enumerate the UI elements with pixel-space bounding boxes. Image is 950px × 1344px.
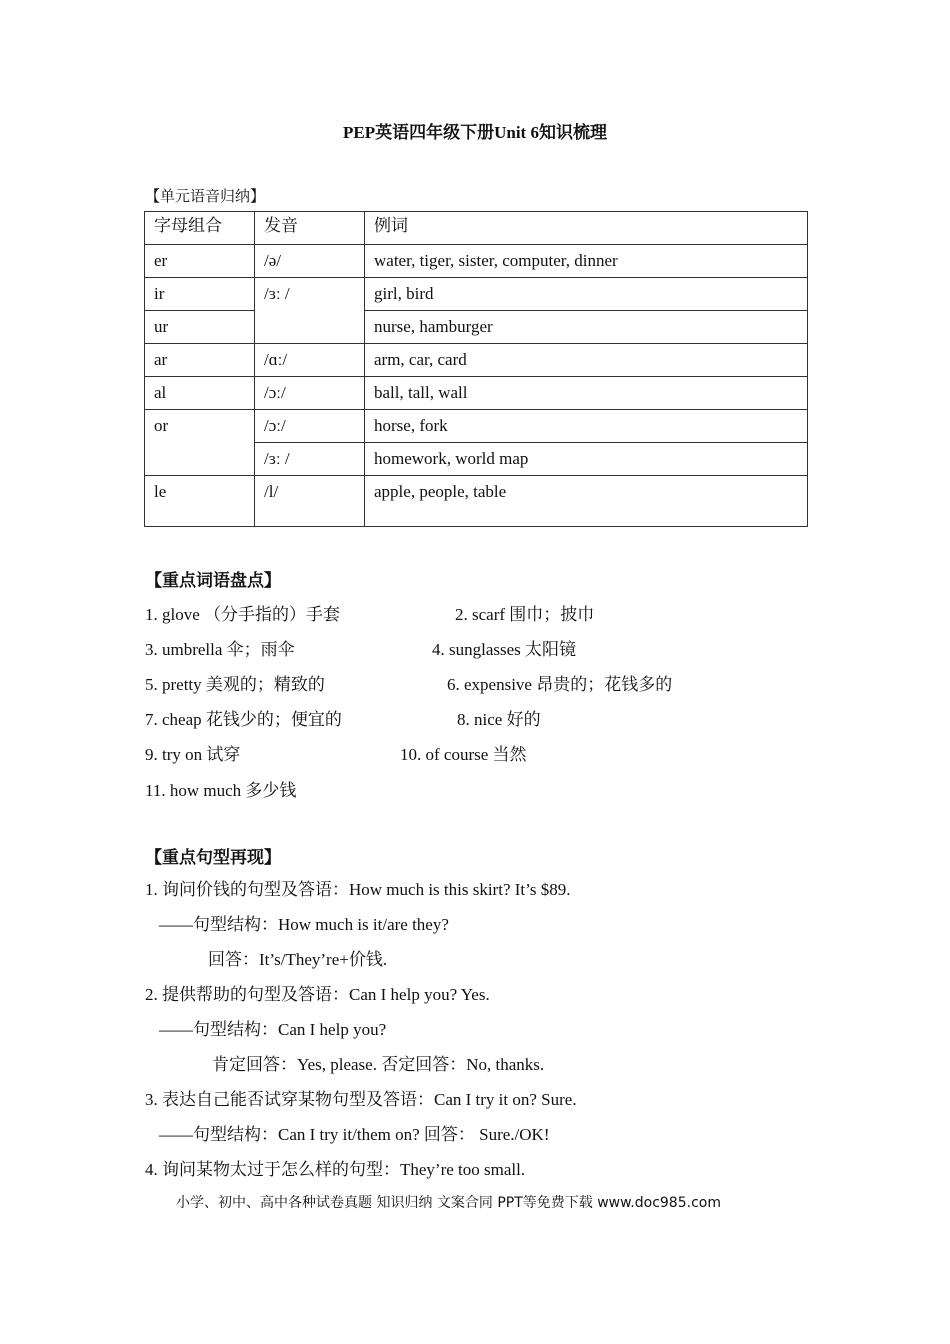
examples-cell: nurse, hamburger: [365, 311, 808, 344]
sentence-line: 回答：It’s/They’re+价钱.: [208, 950, 388, 969]
vocab-item: 10. of course 当然: [400, 745, 527, 764]
table-row: [145, 377, 808, 410]
examples-cell: arm, car, card: [365, 344, 808, 377]
table-header-row: [145, 212, 808, 245]
vocab-item: 1. glove （分手指的）手套: [145, 605, 341, 624]
sound-cell: /ə/: [255, 245, 365, 278]
sentence-line: 1. 询问价钱的句型及答语：How much is this skirt? It’s $89.: [145, 880, 571, 899]
table-row: [145, 311, 808, 344]
examples-cell: girl, bird: [365, 278, 808, 311]
header-sound: 发音: [255, 212, 365, 245]
sound-cell: /ɜː /: [255, 443, 365, 476]
sentence-line: 4. 询问某物太过于怎么样的句型：They’re too small.: [145, 1160, 526, 1179]
combo-cell: er: [145, 245, 255, 278]
combo-cell: al: [145, 377, 255, 410]
sound-cell: /ɔː/: [255, 377, 365, 410]
sentences-heading: 【重点句型再现】: [145, 848, 281, 868]
vocab-item: 3. umbrella 伞；雨伞: [145, 640, 295, 659]
table-row: [145, 245, 808, 278]
sentence-line: ——句型结构：How much is it/are they?: [159, 915, 449, 934]
combo-cell: ar: [145, 344, 255, 377]
examples-cell: horse, fork: [365, 410, 808, 443]
vocab-item: 5. pretty 美观的；精致的: [145, 675, 325, 694]
header-examples: 例词: [365, 212, 808, 245]
sound-cell: /ɑː/: [255, 344, 365, 377]
vocab-item: 9. try on 试穿: [145, 745, 241, 764]
sentence-line: 肯定回答：Yes, please. 否定回答：No, thanks.: [212, 1055, 545, 1074]
sound-cell: /ɜː /: [255, 278, 365, 344]
table-row: [145, 476, 808, 527]
examples-cell: apple, people, table: [365, 476, 808, 527]
vocab-item: 6. expensive 昂贵的；花钱多的: [447, 675, 673, 694]
sound-cell: /ɔː/: [255, 410, 365, 443]
sentence-line: ——句型结构：Can I help you?: [159, 1020, 387, 1039]
table-row: [145, 278, 808, 311]
header-combo: 字母组合: [145, 212, 255, 245]
page-title: PEP英语四年级下册Unit 6知识梳理: [343, 123, 607, 142]
vocab-item: 7. cheap 花钱少的；便宜的: [145, 710, 342, 729]
combo-cell: or: [145, 410, 255, 476]
vocab-item: 8. nice 好的: [457, 710, 541, 729]
examples-cell: ball, tall, wall: [365, 377, 808, 410]
examples-cell: water, tiger, sister, computer, dinner: [365, 245, 808, 278]
sentence-line: ——句型结构：Can I try it/them on? 回答： Sure./OK!: [159, 1125, 550, 1144]
sound-cell: /l/: [255, 476, 365, 527]
sentence-line: 2. 提供帮助的句型及答语：Can I help you? Yes.: [145, 985, 490, 1004]
table-row: [145, 410, 808, 443]
phonics-table: [144, 211, 808, 527]
combo-cell: ir: [145, 278, 255, 311]
sentence-line: 3. 表达自己能否试穿某物句型及答语：Can I try it on? Sure.: [145, 1090, 577, 1109]
vocab-item: 2. scarf 围巾；披巾: [455, 605, 595, 624]
table-row: [145, 344, 808, 377]
footer-text: 小学、初中、高中各种试卷真题 知识归纳 文案合同 PPT等免费下载 www.doc985.com: [176, 1195, 721, 1211]
vocab-item: 4. sunglasses 太阳镜: [432, 640, 577, 659]
examples-cell: homework, world map: [365, 443, 808, 476]
phonics-heading: 【单元语音归纳】: [145, 187, 266, 205]
combo-cell: ur: [145, 311, 255, 344]
combo-cell: le: [145, 476, 255, 527]
vocab-heading: 【重点词语盘点】: [145, 571, 281, 591]
vocab-item: 11. how much 多少钱: [145, 781, 297, 800]
